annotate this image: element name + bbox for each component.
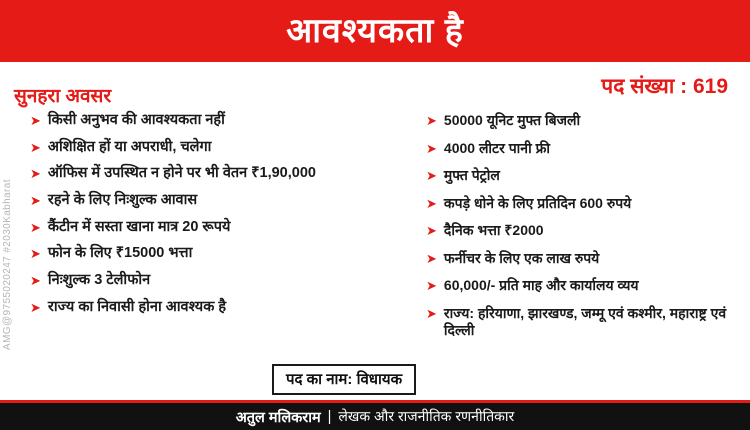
list-item: [30, 112, 420, 130]
list-item-label: 50000 यूनिट मुफ्त बिजली: [443, 112, 581, 128]
list-item: [426, 305, 750, 339]
list-item-label: अशिक्षित हों या अपराधी, चलेगा: [47, 138, 212, 155]
post-name-box: [272, 364, 416, 395]
arrow-bullet-icon: ➤: [426, 140, 437, 156]
list-item: [426, 195, 750, 213]
byline-separator: |: [327, 408, 332, 425]
arrow-bullet-icon: ➤: [426, 278, 437, 294]
list-item: [426, 277, 750, 295]
arrow-bullet-icon: ➤: [30, 299, 41, 315]
list-item-label: 60,000/- प्रति माह और कार्यालय व्यय: [443, 277, 639, 294]
left-benefits-list: [0, 110, 420, 360]
arrow-bullet-icon: ➤: [30, 246, 41, 262]
arrow-bullet-icon: ➤: [30, 113, 41, 128]
byline: [236, 407, 515, 427]
post-count-label: पद संख्या : 619: [601, 75, 728, 98]
list-item-label: निःशुल्क 3 टेलीफोन: [47, 272, 151, 289]
list-item: [30, 139, 420, 157]
author-name: अतुल मलिकराम: [235, 409, 321, 426]
list-item-label: दैनिक भत्ता ₹2000: [443, 222, 544, 239]
benefits-columns: [0, 110, 750, 360]
list-item: [30, 299, 420, 317]
post-name-label: पद का नाम: विधायक: [286, 371, 403, 388]
list-item-label: ऑफिस में उपस्थित न होने पर भी वेतन ₹1,90,000: [47, 165, 316, 182]
arrow-bullet-icon: ➤: [30, 166, 41, 182]
list-item: [426, 250, 750, 268]
author-role: लेखक और राजनीतिक रणनीतिकार: [338, 408, 515, 424]
watermark-text: AMG@9755020247 #2030Kabharat: [2, 179, 13, 350]
header-banner: [0, 0, 750, 62]
list-item-label: रहने के लिए निःशुल्क आवास: [47, 192, 198, 209]
list-item: [426, 167, 750, 185]
subheading-row: [0, 66, 750, 107]
arrow-bullet-icon: ➤: [426, 195, 437, 211]
arrow-bullet-icon: ➤: [426, 250, 437, 266]
arrow-bullet-icon: ➤: [426, 113, 437, 128]
list-item: [30, 272, 420, 290]
page-title: आवश्यकता है: [286, 12, 464, 50]
list-item: [426, 112, 750, 130]
list-item: [30, 219, 420, 237]
arrow-bullet-icon: ➤: [426, 168, 437, 184]
arrow-bullet-icon: ➤: [30, 193, 41, 209]
footer-bar: [0, 400, 750, 430]
list-item-label: कपड़े धोने के लिए प्रतिदिन 600 रुपये: [443, 194, 632, 211]
arrow-bullet-icon: ➤: [426, 305, 437, 321]
list-item: [30, 245, 420, 263]
arrow-bullet-icon: ➤: [30, 139, 41, 155]
list-item: [426, 140, 750, 158]
list-item: [30, 165, 420, 183]
list-item-label: कैंटीन में सस्ता खाना मात्र 20 रूपये: [47, 218, 231, 235]
list-item-label: राज्य का निवासी होना आवश्यक है: [47, 298, 227, 315]
arrow-bullet-icon: ➤: [30, 273, 41, 289]
list-item-label: फर्नीचर के लिए एक लाख रुपये: [443, 249, 600, 266]
list-item: [426, 222, 750, 240]
golden-opportunity-label: सुनहरा अवसर: [14, 86, 112, 107]
list-item-label: मुफ्त पेट्रोल: [443, 167, 500, 184]
list-item-label: किसी अनुभव की आवश्यकता नहीं: [47, 112, 225, 128]
arrow-bullet-icon: ➤: [30, 219, 41, 235]
list-item: [30, 192, 420, 210]
list-item-label: 4000 लीटर पानी फ्री: [443, 139, 551, 156]
arrow-bullet-icon: ➤: [426, 223, 437, 239]
list-item-label: राज्य: हरियाणा, झारखण्ड, जम्मू एवं कश्मीर, महाराष्ट्र एवं दिल्ली: [443, 304, 727, 338]
right-benefits-list: [420, 110, 750, 360]
list-item-label: फोन के लिए ₹15000 भत्ता: [47, 245, 193, 262]
